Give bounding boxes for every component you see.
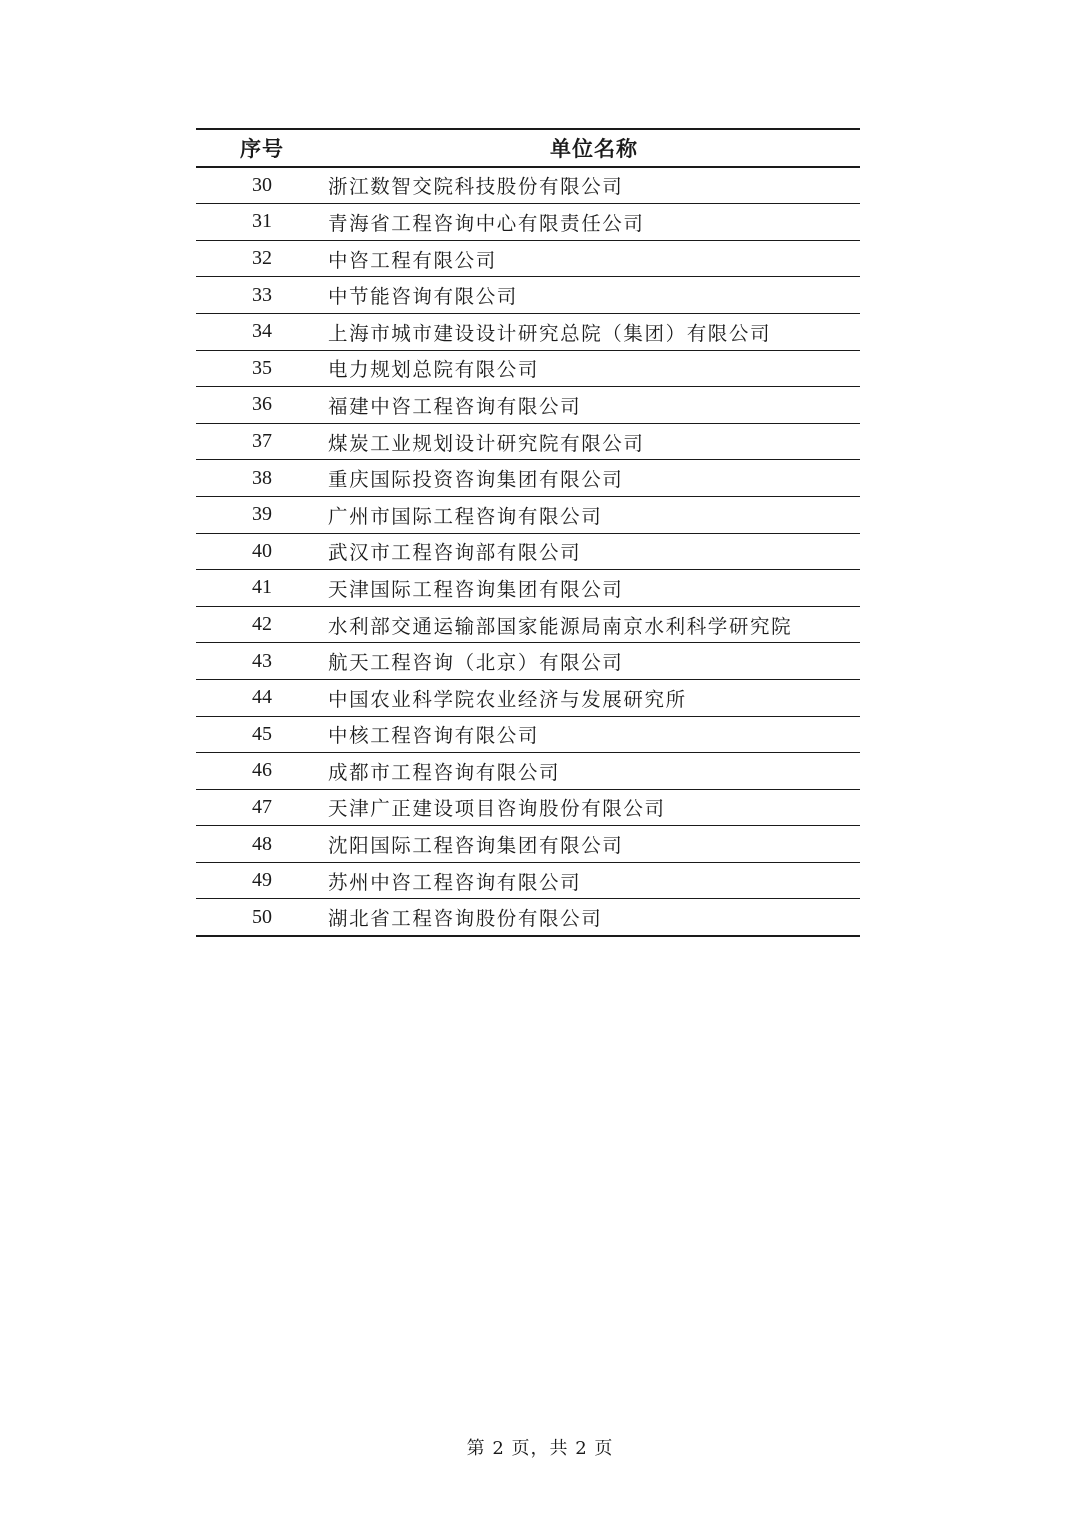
table-row	[196, 533, 860, 570]
row-serial-number: 45	[252, 722, 272, 745]
row-unit-name: 中国农业科学院农业经济与发展研究所	[328, 687, 687, 711]
table-row	[196, 679, 860, 716]
table-row	[196, 606, 860, 643]
row-unit-name: 广州市国际工程咨询有限公司	[328, 504, 603, 528]
table-row	[196, 387, 860, 424]
row-serial-number: 43	[252, 649, 272, 672]
row-unit-name: 水利部交通运输部国家能源局南京水利科学研究院	[328, 614, 793, 638]
table-header	[196, 129, 860, 167]
row-serial-number: 42	[252, 613, 272, 636]
table-body	[196, 167, 860, 936]
row-unit-name: 福建中咨工程咨询有限公司	[328, 394, 582, 418]
row-unit-name: 天津国际工程咨询集团有限公司	[328, 577, 624, 601]
row-serial-number: 33	[252, 283, 272, 306]
row-serial-number: 38	[252, 466, 272, 489]
row-serial-number: 31	[252, 210, 272, 233]
table-row	[196, 753, 860, 790]
header-serial-number: 序号	[240, 136, 284, 161]
row-unit-name: 成都市工程咨询有限公司	[328, 760, 561, 784]
table-row	[196, 460, 860, 497]
row-unit-name: 电力规划总院有限公司	[328, 358, 540, 382]
header-row	[196, 129, 860, 167]
row-serial-number: 36	[252, 393, 272, 416]
row-serial-number: 39	[252, 503, 272, 526]
row-unit-name: 上海市城市建设设计研究总院（集团）有限公司	[328, 321, 772, 345]
table-row	[196, 204, 860, 241]
table-row	[196, 313, 860, 350]
row-serial-number: 30	[252, 173, 272, 196]
table-row	[196, 423, 860, 460]
row-unit-name: 煤炭工业规划设计研究院有限公司	[328, 431, 645, 455]
row-serial-number: 40	[252, 539, 272, 562]
row-unit-name: 苏州中咨工程咨询有限公司	[328, 870, 582, 894]
row-unit-name: 中咨工程有限公司	[328, 248, 497, 272]
row-serial-number: 50	[252, 905, 272, 928]
unit-list-table	[196, 128, 860, 937]
header-unit-name: 单位名称	[550, 136, 638, 161]
row-unit-name: 中节能咨询有限公司	[328, 285, 518, 309]
row-serial-number: 41	[252, 576, 272, 599]
table-row	[196, 643, 860, 680]
table-row	[196, 789, 860, 826]
row-serial-number: 49	[252, 869, 272, 892]
table-row	[196, 350, 860, 387]
table-row	[196, 570, 860, 607]
row-unit-name: 湖北省工程咨询股份有限公司	[328, 907, 603, 931]
row-unit-name: 沈阳国际工程咨询集团有限公司	[328, 834, 624, 858]
table-row	[196, 277, 860, 314]
row-unit-name: 武汉市工程咨询部有限公司	[328, 541, 582, 565]
unit-list-table-container	[196, 128, 860, 937]
row-serial-number: 46	[252, 759, 272, 782]
row-unit-name: 青海省工程咨询中心有限责任公司	[328, 211, 645, 235]
table-row	[196, 862, 860, 899]
row-unit-name: 浙江数智交院科技股份有限公司	[328, 175, 624, 199]
table-row	[196, 899, 860, 936]
table-row	[196, 167, 860, 204]
row-serial-number: 32	[252, 247, 272, 270]
page-footer: 第 2 页，共 2 页	[466, 1438, 614, 1459]
row-unit-name: 航天工程咨询（北京）有限公司	[328, 651, 624, 675]
row-serial-number: 48	[252, 832, 272, 855]
row-serial-number: 37	[252, 430, 272, 453]
row-unit-name: 中核工程咨询有限公司	[328, 724, 540, 748]
row-unit-name: 重庆国际投资咨询集团有限公司	[328, 468, 624, 492]
table-row	[196, 496, 860, 533]
row-unit-name: 天津广正建设项目咨询股份有限公司	[328, 797, 666, 821]
table-row	[196, 240, 860, 277]
row-serial-number: 34	[252, 320, 272, 343]
row-serial-number: 44	[252, 686, 272, 709]
table-row	[196, 716, 860, 753]
table-row	[196, 826, 860, 863]
row-serial-number: 35	[252, 356, 272, 379]
row-serial-number: 47	[252, 795, 272, 818]
